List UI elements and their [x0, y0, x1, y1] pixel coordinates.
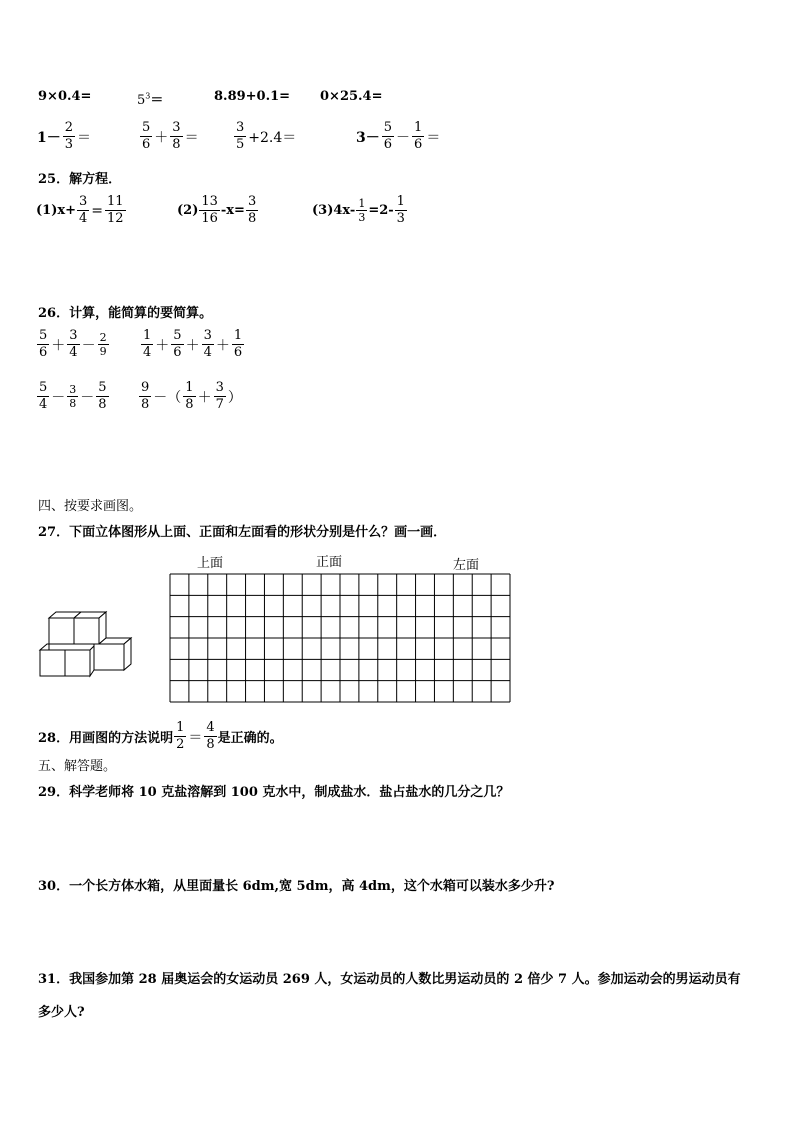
- q30-text: 30．一个长方体水箱，从里面量长 6dm,宽 5dm，高 4dm，这个水箱可以装水多少升?: [38, 879, 555, 894]
- q29-text: 29．科学老师将 10 克盐溶解到 100 克水中，制成盐水．盐占盐水的几分之几？: [38, 785, 510, 800]
- q26-expr-a: $\frac{5}{6}$ ＋ $\frac{3}{4}$ － $\frac{2}{9}$: [39, 328, 107, 360]
- q25-equation-2: (2) $\frac{13}{16}$ -x= $\frac{3}{8}$: [177, 194, 257, 226]
- drawing-grid[interactable]: [169, 573, 511, 703]
- expr-9x0.4: 9×0.4=: [38, 89, 92, 104]
- q26-expr-d: $\frac{9}{8}$ －（ $\frac{1}{8}$ ＋ $\frac{3}{7}$ ）: [141, 380, 242, 412]
- q25-title: 25．解方程．: [38, 172, 122, 187]
- label-top-view: 上面: [197, 556, 224, 571]
- q27-title: 27．下面立体图形从上面、正面和左面看的形状分别是什么？画一画．: [38, 525, 447, 540]
- q31-line2: 多少人?: [38, 1005, 85, 1020]
- q28-line: 28．用画图的方法说明 $\frac{1}{2}$ ＝ $\frac{4}{8}$ 是正确的。: [38, 720, 283, 752]
- expr-3-minus-5-6-minus-1-6: 3－ $\frac{5}{6}$ － $\frac{1}{6}$ ＝: [356, 120, 441, 152]
- expr-3-5-plus-2.4: $\frac{3}{5}$ +2.4＝: [236, 120, 297, 152]
- q31-line1: 31．我国参加第 28 届奥运会的女运动员 269 人，女运动员的人数比男运动员的 2 倍少 7 人。参加运动会的男运动员有: [38, 972, 741, 987]
- q26-expr-b: $\frac{1}{4}$ ＋ $\frac{5}{6}$ ＋ $\frac{3}{4}$ ＋ $\frac{1}{6}$: [143, 328, 243, 360]
- expr-5-cubed: $5^3=$: [137, 91, 164, 108]
- section-5-title: 五、解答题。: [38, 759, 117, 774]
- expr-8.89+0.1: 8.89+0.1=: [214, 89, 291, 104]
- expr-1-minus-2-3: 1－ $\frac{2}{3}$ ＝: [37, 120, 92, 152]
- q26-title: 26．计算，能简算的要简算。: [38, 306, 213, 321]
- q25-equation-1: (1)x+ $\frac{3}{4}$ = $\frac{11}{12}$: [36, 194, 124, 226]
- label-front-view: 正面: [316, 555, 343, 570]
- q26-expr-c: $\frac{5}{4}$ － $\frac{3}{8}$ － $\frac{5}{8}$: [39, 380, 107, 412]
- label-left-view: 左面: [453, 558, 480, 573]
- expr-0x25.4: 0×25.4=: [320, 89, 383, 104]
- section-4-title: 四、按要求画图。: [38, 499, 143, 514]
- q25-equation-3: (3)4x- $\frac{1}{3}$ =2- $\frac{1}{3}$: [312, 194, 405, 226]
- cube-figure: [34, 608, 136, 682]
- expr-5-6-plus-3-8: $\frac{5}{6}$ ＋ $\frac{3}{8}$ ＝: [142, 120, 199, 152]
